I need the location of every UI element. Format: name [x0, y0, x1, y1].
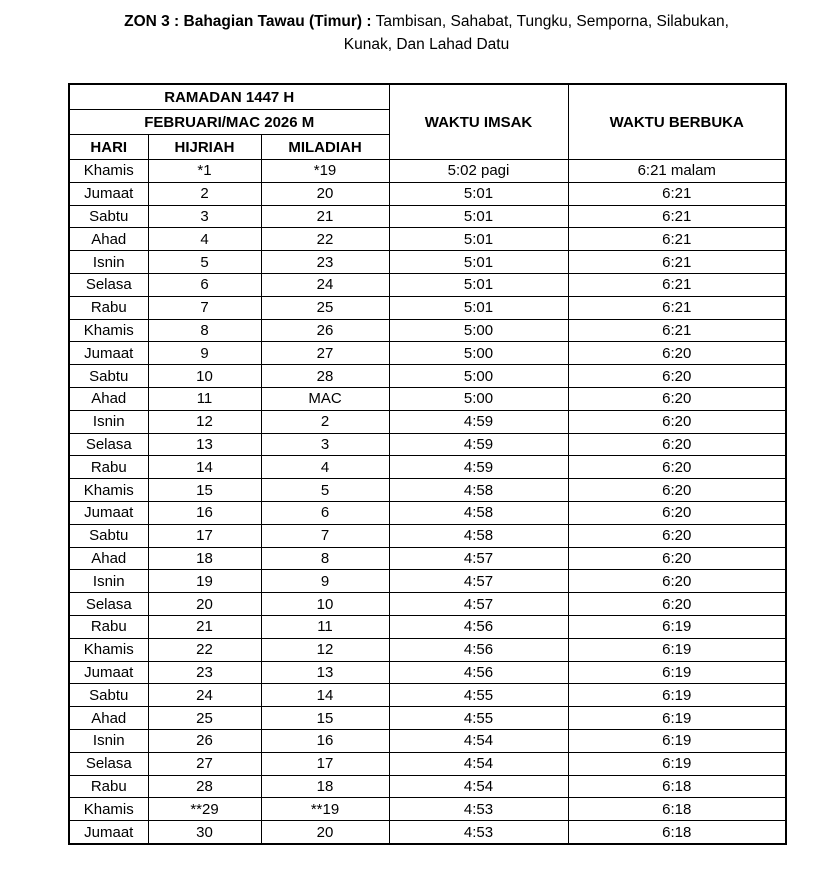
table-cell: 6:21 [568, 273, 786, 296]
table-cell: 5:00 [389, 387, 568, 410]
table-cell: 6:20 [568, 479, 786, 502]
table-cell: 22 [148, 638, 261, 661]
table-row [69, 433, 786, 456]
table-cell: 4:58 [389, 479, 568, 502]
table-cell: 4:54 [389, 729, 568, 752]
page-title [68, 10, 785, 56]
table-cell: Selasa [69, 433, 148, 456]
table-row [69, 228, 786, 251]
table-cell: 4:54 [389, 752, 568, 775]
table-row [69, 501, 786, 524]
table-cell: Selasa [69, 593, 148, 616]
table-cell: 4:58 [389, 524, 568, 547]
table-cell: 5:00 [389, 365, 568, 388]
table-cell: 6:20 [568, 365, 786, 388]
table-row [69, 798, 786, 821]
table-cell: 8 [261, 547, 389, 570]
header-hari: HARI [69, 135, 148, 160]
table-cell: 4 [261, 456, 389, 479]
table-row [69, 752, 786, 775]
table-cell: 3 [261, 433, 389, 456]
timetable-body [69, 160, 786, 844]
table-cell: Ahad [69, 707, 148, 730]
table-cell: Ahad [69, 228, 148, 251]
table-cell: 19 [148, 570, 261, 593]
table-cell: 6:20 [568, 547, 786, 570]
table-cell: 14 [261, 684, 389, 707]
table-row [69, 547, 786, 570]
table-cell: Rabu [69, 456, 148, 479]
table-cell: 15 [148, 479, 261, 502]
table-cell: 16 [148, 501, 261, 524]
table-cell: 6:20 [568, 593, 786, 616]
table-cell: 21 [261, 205, 389, 228]
table-cell: 6:20 [568, 456, 786, 479]
table-cell: 13 [261, 661, 389, 684]
table-cell: Isnin [69, 410, 148, 433]
table-cell: 7 [148, 296, 261, 319]
table-cell: *1 [148, 160, 261, 183]
table-cell: Jumaat [69, 661, 148, 684]
table-cell: 17 [148, 524, 261, 547]
table-cell: 6:18 [568, 798, 786, 821]
table-cell: 6:21 [568, 319, 786, 342]
table-cell: Khamis [69, 319, 148, 342]
table-row [69, 160, 786, 183]
table-cell: Khamis [69, 160, 148, 183]
table-cell: 27 [148, 752, 261, 775]
table-cell: 30 [148, 821, 261, 844]
table-cell: 11 [148, 387, 261, 410]
table-cell: 23 [261, 251, 389, 274]
table-cell: 6:19 [568, 661, 786, 684]
table-cell: 5:01 [389, 251, 568, 274]
header-gregorian-period: FEBRUARI/MAC 2026 M [69, 110, 389, 135]
table-cell: Isnin [69, 729, 148, 752]
table-cell: MAC [261, 387, 389, 410]
table-cell: Rabu [69, 775, 148, 798]
table-cell: 6:19 [568, 752, 786, 775]
table-cell: 28 [148, 775, 261, 798]
table-cell: 6:21 [568, 182, 786, 205]
table-cell: 5:01 [389, 205, 568, 228]
table-cell: 4:54 [389, 775, 568, 798]
zone-label: ZON 3 : Bahagian Tawau (Timur) : [124, 13, 372, 30]
table-cell: 8 [148, 319, 261, 342]
table-cell: *19 [261, 160, 389, 183]
table-cell: 9 [261, 570, 389, 593]
table-row [69, 342, 786, 365]
table-cell: 4:55 [389, 684, 568, 707]
table-row [69, 593, 786, 616]
table-cell: 5:02 pagi [389, 160, 568, 183]
table-cell: 11 [261, 615, 389, 638]
table-cell: 6:20 [568, 387, 786, 410]
table-cell: 27 [261, 342, 389, 365]
table-cell: 15 [261, 707, 389, 730]
table-cell: 4:57 [389, 547, 568, 570]
table-cell: 6:20 [568, 433, 786, 456]
zone-areas-line1: Tambisan, Sahabat, Tungku, Semporna, Silabukan, [375, 13, 729, 30]
table-cell: 6:21 [568, 251, 786, 274]
table-cell: Jumaat [69, 182, 148, 205]
table-row [69, 729, 786, 752]
table-cell: 12 [148, 410, 261, 433]
header-waktu-imsak: WAKTU IMSAK [389, 84, 568, 160]
table-cell: 24 [148, 684, 261, 707]
table-cell: 21 [148, 615, 261, 638]
table-cell: Selasa [69, 273, 148, 296]
table-row [69, 273, 786, 296]
table-cell: 6:19 [568, 615, 786, 638]
table-cell: 4:58 [389, 501, 568, 524]
table-cell: Khamis [69, 479, 148, 502]
table-cell: 7 [261, 524, 389, 547]
table-cell: 4 [148, 228, 261, 251]
table-row [69, 684, 786, 707]
table-cell: Khamis [69, 798, 148, 821]
table-row [69, 205, 786, 228]
table-row [69, 182, 786, 205]
table-cell: 24 [261, 273, 389, 296]
table-cell: 20 [148, 593, 261, 616]
table-cell: 6:19 [568, 707, 786, 730]
table-cell: 16 [261, 729, 389, 752]
table-cell: 5:00 [389, 319, 568, 342]
table-cell: 4:59 [389, 410, 568, 433]
table-cell: 28 [261, 365, 389, 388]
header-miladiah: MILADIAH [261, 135, 389, 160]
table-cell: Sabtu [69, 205, 148, 228]
table-cell: 22 [261, 228, 389, 251]
table-row [69, 661, 786, 684]
table-cell: Isnin [69, 251, 148, 274]
table-cell: 20 [261, 821, 389, 844]
table-cell: 6:18 [568, 821, 786, 844]
table-cell: Jumaat [69, 821, 148, 844]
table-cell: 6:18 [568, 775, 786, 798]
table-row [69, 615, 786, 638]
table-cell: Isnin [69, 570, 148, 593]
prayer-timetable [68, 83, 787, 845]
table-cell: 20 [261, 182, 389, 205]
table-cell: 6 [261, 501, 389, 524]
table-cell: 18 [261, 775, 389, 798]
table-cell: 5:01 [389, 273, 568, 296]
table-cell: 25 [148, 707, 261, 730]
table-cell: 6:19 [568, 729, 786, 752]
header-waktu-berbuka: WAKTU BERBUKA [568, 84, 786, 160]
page-title-line1 [68, 10, 785, 33]
table-row [69, 570, 786, 593]
table-cell: 4:56 [389, 615, 568, 638]
table-cell: 4:53 [389, 821, 568, 844]
table-cell: 6 [148, 273, 261, 296]
table-cell: Ahad [69, 387, 148, 410]
table-cell: 5:00 [389, 342, 568, 365]
table-row [69, 821, 786, 844]
table-cell: 3 [148, 205, 261, 228]
table-cell: Selasa [69, 752, 148, 775]
table-cell: 5 [261, 479, 389, 502]
table-cell: 17 [261, 752, 389, 775]
table-row [69, 319, 786, 342]
table-cell: 14 [148, 456, 261, 479]
table-cell: 5:01 [389, 228, 568, 251]
table-cell: 23 [148, 661, 261, 684]
table-cell: 4:55 [389, 707, 568, 730]
table-cell: Jumaat [69, 501, 148, 524]
table-cell: 6:21 [568, 205, 786, 228]
table-cell: 4:56 [389, 661, 568, 684]
table-cell: 2 [261, 410, 389, 433]
table-cell: Sabtu [69, 524, 148, 547]
table-cell: 6:21 [568, 296, 786, 319]
table-cell: Rabu [69, 296, 148, 319]
table-cell: 4:53 [389, 798, 568, 821]
table-cell: 13 [148, 433, 261, 456]
table-row [69, 479, 786, 502]
table-row [69, 456, 786, 479]
table-cell: 4:59 [389, 456, 568, 479]
table-row [69, 410, 786, 433]
table-cell: 5:01 [389, 182, 568, 205]
table-cell: 6:19 [568, 638, 786, 661]
table-row [69, 775, 786, 798]
table-cell: 26 [148, 729, 261, 752]
table-row [69, 387, 786, 410]
table-row [69, 524, 786, 547]
table-cell: 6:21 malam [568, 160, 786, 183]
table-row [69, 251, 786, 274]
table-cell: 4:56 [389, 638, 568, 661]
table-cell: 2 [148, 182, 261, 205]
table-cell: 10 [148, 365, 261, 388]
table-cell: Sabtu [69, 684, 148, 707]
table-row [69, 365, 786, 388]
zone-areas-line2: Kunak, Dan Lahad Datu [343, 36, 510, 53]
header-hijriah: HIJRIAH [148, 135, 261, 160]
table-cell: 6:21 [568, 228, 786, 251]
table-cell: **29 [148, 798, 261, 821]
table-cell: 6:19 [568, 684, 786, 707]
table-cell: 5 [148, 251, 261, 274]
header-hijri-year: RAMADAN 1447 H [69, 84, 389, 110]
table-cell: Khamis [69, 638, 148, 661]
table-cell: 9 [148, 342, 261, 365]
table-cell: Sabtu [69, 365, 148, 388]
table-cell: 6:20 [568, 342, 786, 365]
table-cell: 4:57 [389, 570, 568, 593]
table-cell: 12 [261, 638, 389, 661]
table-cell: Rabu [69, 615, 148, 638]
table-cell: 6:20 [568, 410, 786, 433]
table-cell: 6:20 [568, 501, 786, 524]
table-cell: 18 [148, 547, 261, 570]
table-cell: 26 [261, 319, 389, 342]
table-cell: **19 [261, 798, 389, 821]
timetable-header [69, 84, 786, 160]
table-cell: 4:59 [389, 433, 568, 456]
table-cell: Ahad [69, 547, 148, 570]
table-cell: 4:57 [389, 593, 568, 616]
table-cell: Jumaat [69, 342, 148, 365]
table-cell: 6:20 [568, 570, 786, 593]
table-row [69, 707, 786, 730]
table-cell: 10 [261, 593, 389, 616]
table-row [69, 296, 786, 319]
table-cell: 6:20 [568, 524, 786, 547]
table-cell: 5:01 [389, 296, 568, 319]
table-cell: 25 [261, 296, 389, 319]
table-row [69, 638, 786, 661]
